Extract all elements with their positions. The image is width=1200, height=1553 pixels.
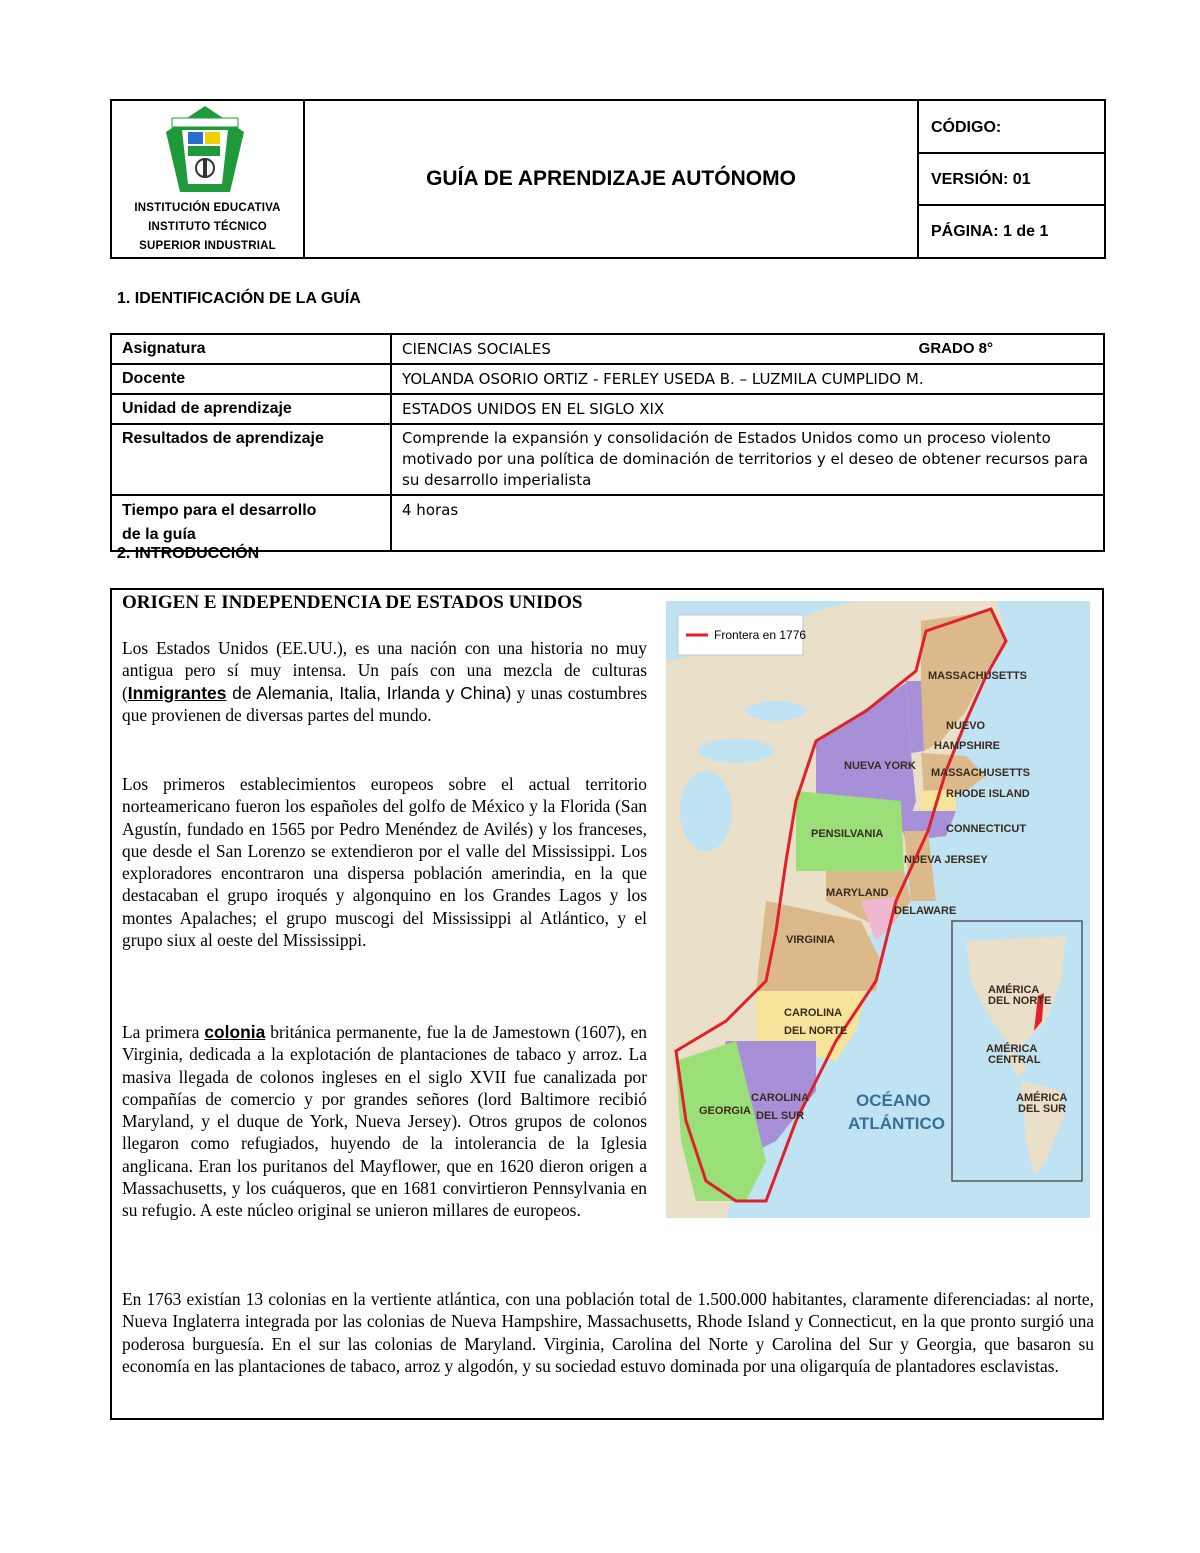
colonia-link[interactable]: colonia <box>204 1022 266 1042</box>
map-legend-label: Frontera en 1776 <box>714 628 807 642</box>
identification-table <box>110 333 1105 552</box>
svg-text:DEL SUR: DEL SUR <box>756 1110 805 1122</box>
svg-text:CONNECTICUT: CONNECTICUT <box>946 823 1027 835</box>
svg-text:OCÉANO: OCÉANO <box>856 1091 931 1110</box>
intro-paragraph-4: En 1763 existían 13 colonias en la vertiente atlántica, con una población total de 1.500.000 habitantes, claramente diferenciadas: al norte, Nueva Inglaterra integrada por las colonias de Nueva Hampshire, Massachusetts, Rhode Island y Connecticut, en la que pronto surgió una poderosa burguesía. En el sur las colonias de Maryland. Virginia, Carolina del Norte y Carolina del Sur y Georgia, que basaron su economía en las plantaciones de tabaco, arroz y algodón, y su sociedad estuvo dominada por una oligarquía de plantadores esclavistas. <box>122 1289 1094 1376</box>
svg-text:MARYLAND: MARYLAND <box>826 887 889 899</box>
intro-title: ORIGEN E INDEPENDENCIA DE ESTADOS UNIDOS <box>122 592 583 613</box>
svg-text:DEL NORTE: DEL NORTE <box>784 1025 848 1037</box>
document-title: GUÍA DE APRENDIZAJE AUTÓNOMO <box>426 167 796 190</box>
svg-text:VIRGINIA: VIRGINIA <box>786 934 835 946</box>
codigo-label: CÓDIGO: <box>931 119 1002 136</box>
inmigrantes-link[interactable]: Inmigrantes <box>127 682 227 703</box>
asignatura-label: Asignatura <box>111 334 391 364</box>
svg-text:CAROLINA: CAROLINA <box>784 1007 843 1019</box>
header-table <box>110 99 1106 259</box>
resultados-value: Comprende la expansión y consolidación de Estados Unidos como un proceso violento motivado por una política de dominación de territorios y el deseo de obtener recursos para su desarrollo imperialista <box>391 424 1104 495</box>
asignatura-value: CIENCIAS SOCIALES GRADO 8° <box>391 334 1104 364</box>
svg-text:NUEVA YORK: NUEVA YORK <box>844 760 916 772</box>
meta-cell <box>919 101 1104 257</box>
svg-text:NUEVA JERSEY: NUEVA JERSEY <box>904 854 988 866</box>
svg-text:RHODE ISLAND: RHODE ISLAND <box>946 788 1030 800</box>
logo-cell <box>112 101 305 257</box>
svg-text:MASSACHUSETTS: MASSACHUSETTS <box>931 767 1031 779</box>
svg-text:DELAWARE: DELAWARE <box>894 905 957 917</box>
intro-paragraph-1: Los Estados Unidos (EE.UU.), es una nación con una historia no muy antigua pero sí muy intensa. Un país con una mezcla de culturas (Inmigrantes de Alemania, Italia, Irlanda y China) y unas costumbres que provienen de diversas partes del mundo. <box>122 638 648 725</box>
svg-text:GEORGIA: GEORGIA <box>699 1105 751 1117</box>
svg-text:ATLÁNTICO: ATLÁNTICO <box>848 1114 945 1133</box>
svg-text:CAROLINA: CAROLINA <box>751 1092 810 1104</box>
colonies-map <box>666 601 1090 1218</box>
unidad-label: Unidad de aprendizaje <box>111 394 391 424</box>
intro-paragraph-2: Los primeros establecimientos europeos sobre el actual territorio norteamericano fueron los españoles del golfo de México y la Florida (San Agustín, fundado en 1565 por Pedro Menéndez de Avilés) y los franceses, que desde el San Lorenzo se extendieron por el valle del Mississippi. Los exploradores encontraron una dispersa población amerindia, en la que destacaban el grupo iroqués y algonquino en los Grandes Lagos y los montes Apalaches; el grupo muscogi del Mississippi al Atlántico, y el grupo siux al oeste del Mississippi. <box>122 774 647 951</box>
svg-text:HAMPSHIRE: HAMPSHIRE <box>934 740 1001 752</box>
school-crest-icon <box>164 104 246 194</box>
version-label: VERSIÓN: 01 <box>931 171 1031 188</box>
svg-text:AMÉRICA: AMÉRICA <box>1016 1092 1068 1104</box>
section-1-title: 1. IDENTIFICACIÓN DE LA GUÍA <box>117 290 361 307</box>
svg-text:AMÉRICA: AMÉRICA <box>988 984 1040 996</box>
institution-name: INSTITUCIÓN EDUCATIVA INSTITUTO TÉCNICO SUPERIOR INDUSTRIAL <box>134 202 281 252</box>
intro-paragraph-3: La primera colonia británica permanente, fue la de Jamestown (1607), en Virginia, dedicada a la explotación de plantaciones de tabaco y arroz. La masiva llegada de colonos ingleses en el siglo XVII fue canalizada por compañías de comercio y por grandes señores (lord Baltimore recibió Maryland, y el duque de York, Nueva Jersey). Otros grupos de colonos llegaron como refugiados, huyendo de la intolerancia de la Iglesia anglicana. Eran los puritanos del Mayflower, que en 1620 dieron origen a Massachusetts, y los cuáqueros, que en 1681 convirtieron Pennsylvania en su refugio. A este núcleo original se unieron millares de europeos. <box>122 1022 647 1221</box>
svg-text:AMÉRICA: AMÉRICA <box>986 1043 1038 1055</box>
unidad-value: ESTADOS UNIDOS EN EL SIGLO XIX <box>391 394 1104 424</box>
docente-label: Docente <box>111 364 391 394</box>
grade-label: GRADO 8° <box>918 340 993 357</box>
svg-text:MASSACHUSETTS: MASSACHUSETTS <box>928 670 1028 682</box>
svg-text:DEL NORTE: DEL NORTE <box>988 995 1052 1007</box>
tiempo-label: Tiempo para el desarrollo de la guía <box>111 495 391 551</box>
svg-text:CENTRAL: CENTRAL <box>988 1054 1041 1066</box>
tiempo-value: 4 horas <box>391 495 1104 551</box>
section-2-title: 2. INTRODUCCIÓN <box>117 545 260 562</box>
title-cell <box>305 101 919 257</box>
resultados-label: Resultados de aprendizaje <box>111 424 391 495</box>
pagina-label: PÁGINA: 1 de 1 <box>931 223 1049 240</box>
svg-text:DEL SUR: DEL SUR <box>1018 1103 1067 1115</box>
docente-value: YOLANDA OSORIO ORTIZ - FERLEY USEDA B. – LUZMILA CUMPLIDO M. <box>391 364 1104 394</box>
svg-text:NUEVO: NUEVO <box>946 720 986 732</box>
svg-text:PENSILVANIA: PENSILVANIA <box>811 828 884 840</box>
